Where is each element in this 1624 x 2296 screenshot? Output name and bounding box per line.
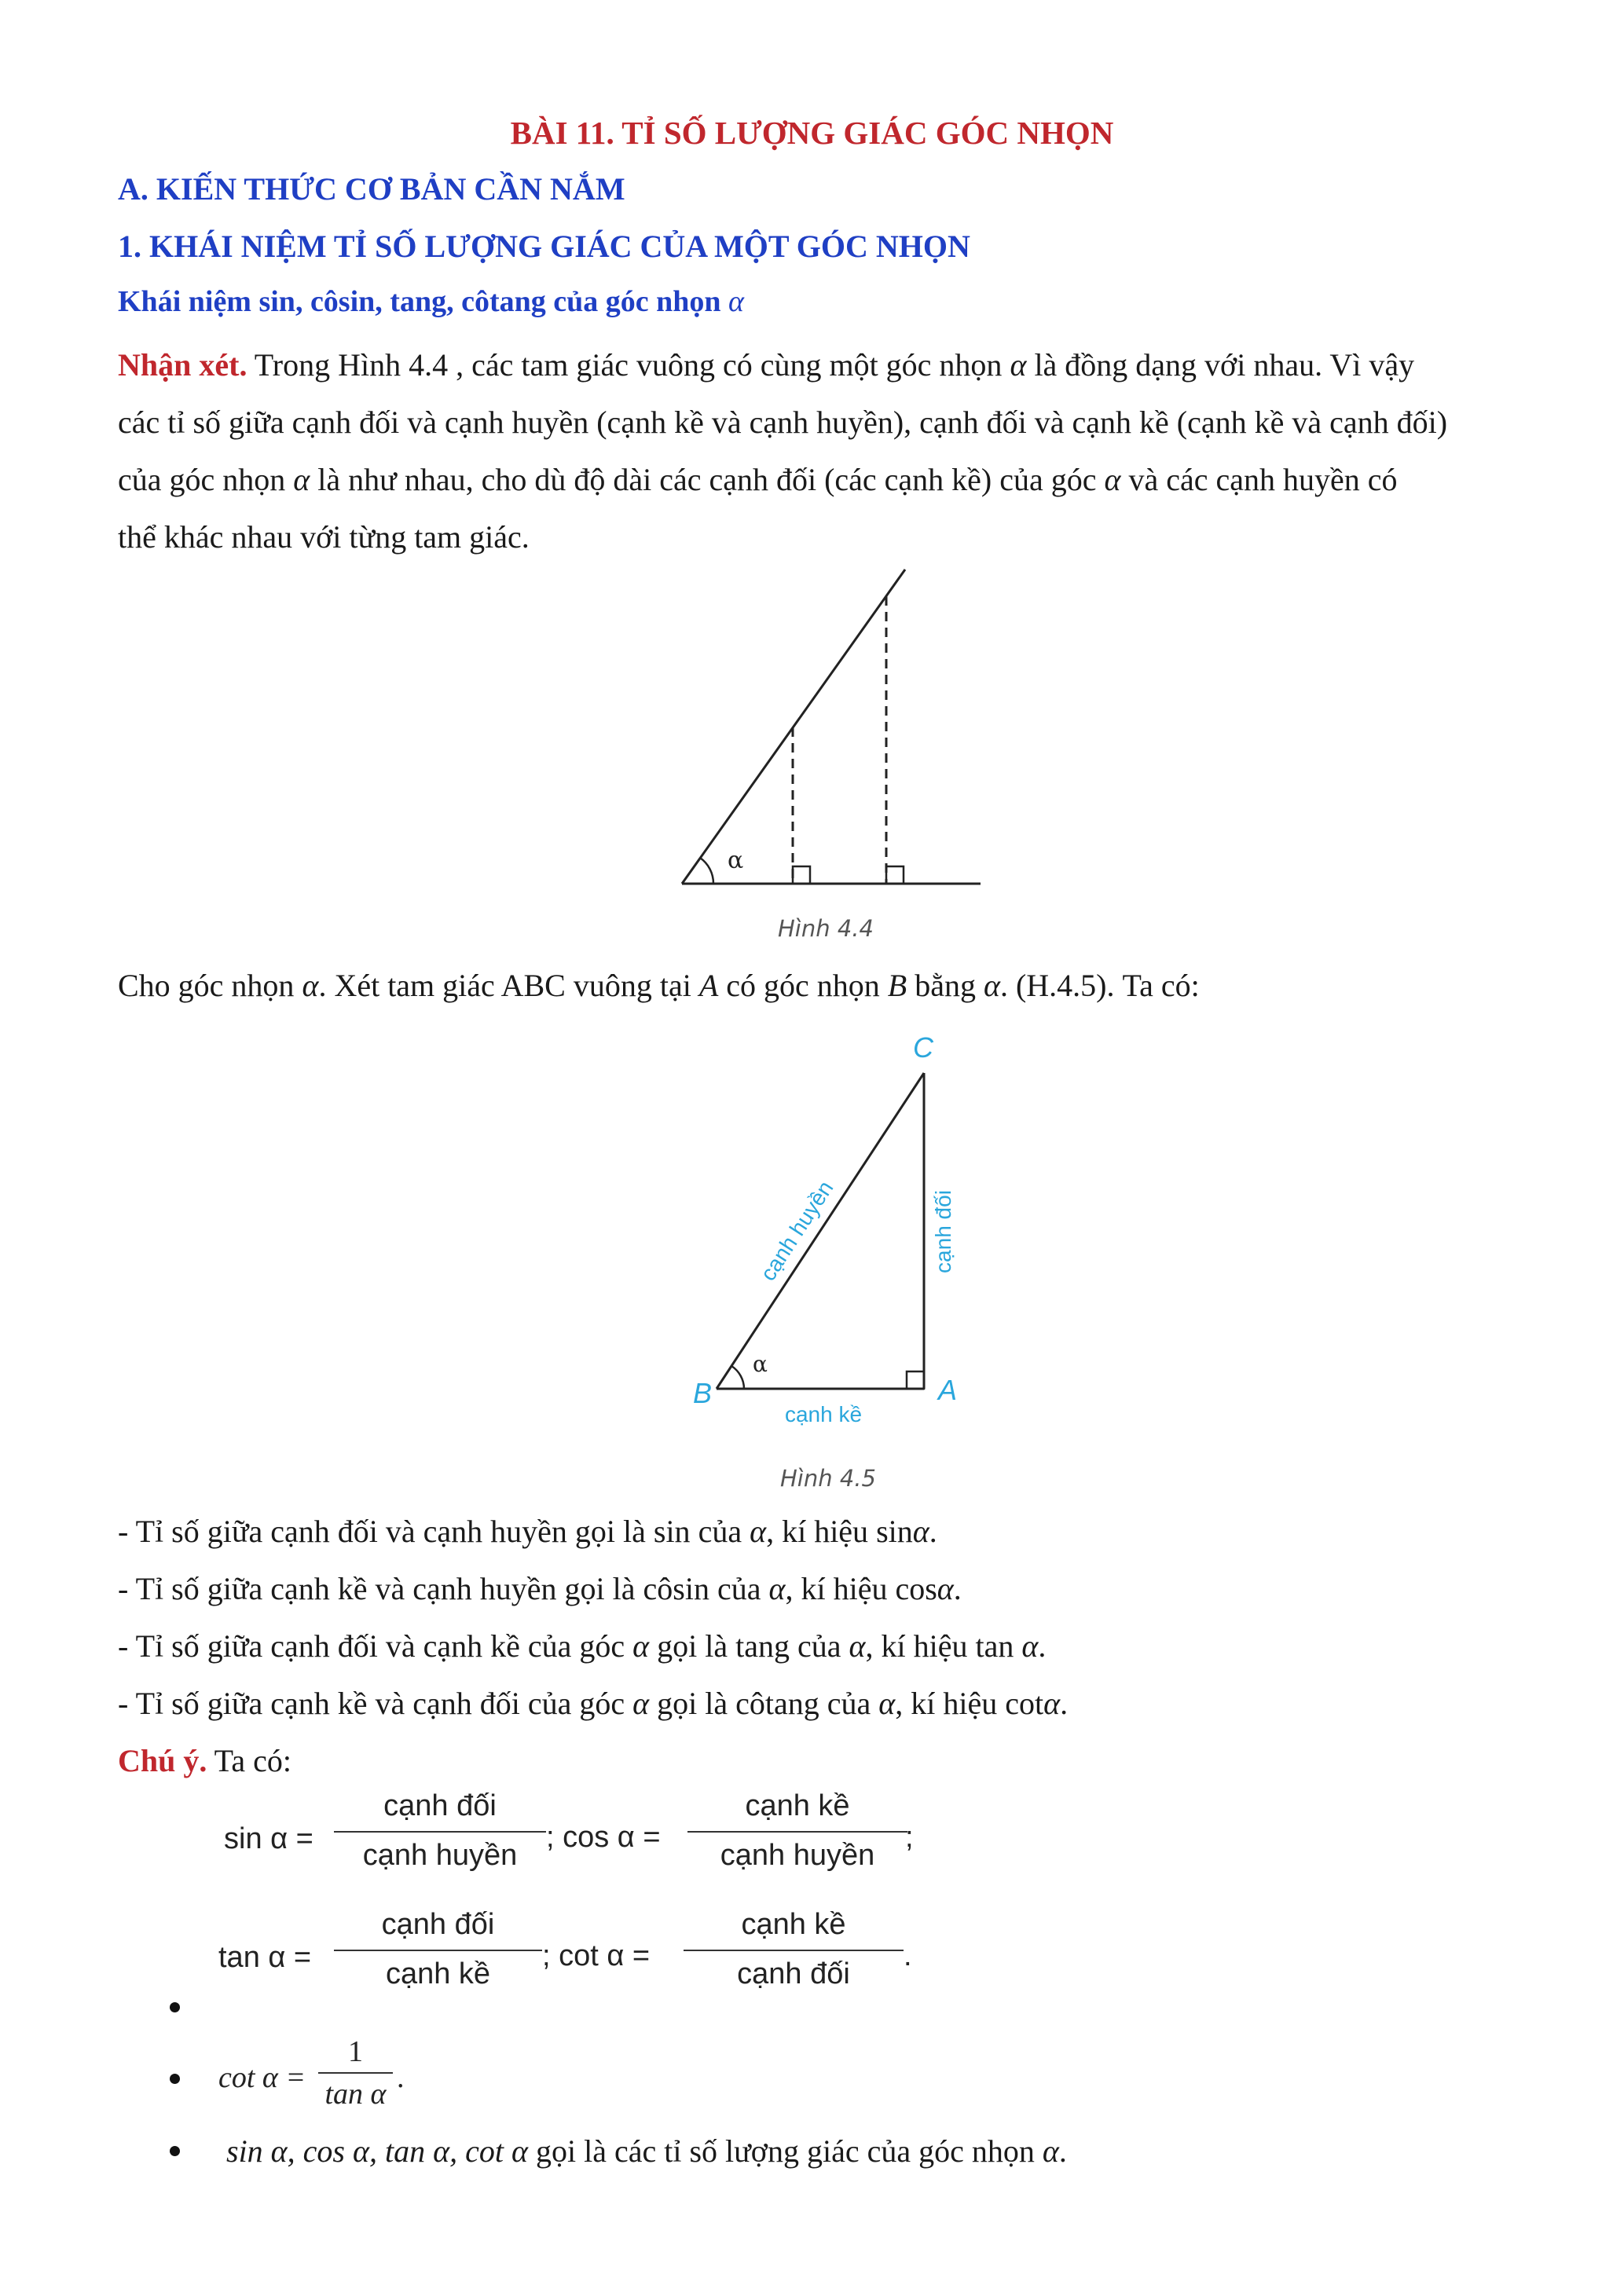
intro-sentence: Cho góc nhọn α. Xét tam giác ABC vuông tại A có góc nhọn B bằng α. (H.4.5). Ta có: <box>118 968 1200 1003</box>
vertex-b-label: B <box>693 1377 713 1409</box>
formula-end: . <box>904 1939 912 1972</box>
note-label: Chú ý. <box>118 1743 207 1778</box>
opposite-label: cạnh đối <box>931 1190 955 1273</box>
cos-fraction <box>687 1789 907 1873</box>
page-title: BÀI 11. TỈ SỐ LƯỢNG GIÁC GÓC NHỌN <box>510 115 1114 151</box>
sin-lhs: sin α = <box>224 1822 313 1855</box>
vertex-a-label: A <box>938 1374 958 1406</box>
vertex-c-label: C <box>913 1031 933 1064</box>
tan-fraction <box>334 1908 542 1991</box>
angle-label: α <box>753 1351 768 1377</box>
angle-label: α <box>728 847 744 874</box>
formula-separator: ; <box>905 1821 914 1854</box>
hypotenuse-label: cạnh huyền <box>755 1176 838 1285</box>
remark-line-1: Nhận xét. Trong Hình 4.4 , các tam giác vuông có cùng một góc nhọn α là đồng dạng với nhau. Vì vậy <box>118 347 1415 383</box>
tan-lhs: tan α = <box>218 1941 312 1974</box>
bullet-3 <box>170 2146 180 2156</box>
section-1-heading: 1. KHÁI NIỆM TỈ SỐ LƯỢNG GIÁC CỦA MỘT GÓC NHỌN <box>118 229 970 264</box>
remark-line-2: các tỉ số giữa cạnh đối và cạnh huyền (cạnh kề và cạnh huyền), cạnh đối và cạnh kề (cạnh kề và cạnh đối) <box>118 405 1448 440</box>
right-angle-mark-1 <box>793 866 810 884</box>
figure-4-5 <box>676 1021 990 1430</box>
cot-identity-fraction <box>318 2034 393 2111</box>
cos-numerator: cạnh kề <box>745 1789 850 1822</box>
angle-arc <box>700 858 713 884</box>
right-angle-mark <box>907 1371 924 1389</box>
definition-cot: - Tỉ số giữa cạnh kề và cạnh đối của góc α gọi là côtang của α, kí hiệu cotα. <box>118 1686 1069 1721</box>
bullet-1 <box>170 2002 180 2012</box>
remark-label: Nhận xét. <box>118 347 247 383</box>
cot-identity-numerator: 1 <box>348 2035 363 2068</box>
cos-denominator: cạnh huyền <box>720 1839 875 1872</box>
right-angle-mark-2 <box>886 866 904 884</box>
cot-identity-denominator: tan α <box>324 2078 387 2111</box>
section-a-heading: A. KIẾN THỨC CƠ BẢN CẦN NẮM <box>118 171 625 207</box>
figure-4-4 <box>660 558 1006 927</box>
figure-4-5-caption: Hình 4.5 <box>780 1465 876 1492</box>
cot-identity-end: . <box>397 2061 405 2094</box>
bullet-2 <box>170 2074 180 2084</box>
remark-line-3: của góc nhọn α là như nhau, cho dù độ dài các cạnh đối (các cạnh kề) của góc α và các cạnh huyền có <box>118 462 1398 497</box>
hypotenuse-ray <box>682 569 905 884</box>
sin-denominator: cạnh huyền <box>362 1839 518 1872</box>
sin-numerator: cạnh đối <box>383 1789 497 1822</box>
cos-lhs: ; cos α = <box>546 1821 661 1854</box>
cot-fraction <box>684 1908 904 1991</box>
cot-identity-lhs: cot α = <box>218 2061 306 2094</box>
definition-sin: - Tỉ số giữa cạnh đối và cạnh huyền gọi là sin của α, kí hiệu sinα. <box>118 1514 937 1549</box>
summary-line: sin α, cos α, tan α, cot α gọi là các tỉ số lượng giác của góc nhọn α. <box>226 2133 1067 2169</box>
definition-cos: - Tỉ số giữa cạnh kề và cạnh huyền gọi là côsin của α, kí hiệu cosα. <box>118 1571 962 1606</box>
tan-numerator: cạnh đối <box>381 1908 495 1941</box>
adjacent-label: cạnh kề <box>784 1402 863 1426</box>
angle-arc <box>731 1366 744 1389</box>
side-bc <box>717 1073 924 1389</box>
cot-denominator: cạnh đối <box>737 1957 850 1990</box>
sin-fraction <box>334 1789 546 1873</box>
definition-tan: - Tỉ số giữa cạnh đối và cạnh kề của góc α gọi là tang của α, kí hiệu tan α. <box>118 1628 1047 1664</box>
cot-numerator: cạnh kề <box>741 1908 846 1941</box>
cot-lhs: ; cot α = <box>542 1939 651 1972</box>
figure-4-4-caption: Hình 4.4 <box>778 915 874 942</box>
remark-line-4: thể khác nhau với từng tam giác. <box>118 519 530 555</box>
tan-denominator: cạnh kề <box>385 1957 491 1990</box>
concept-heading: Khái niệm sin, côsin, tang, côtang của góc nhọn α <box>118 285 744 318</box>
note-line: Chú ý. Ta có: <box>118 1743 291 1778</box>
